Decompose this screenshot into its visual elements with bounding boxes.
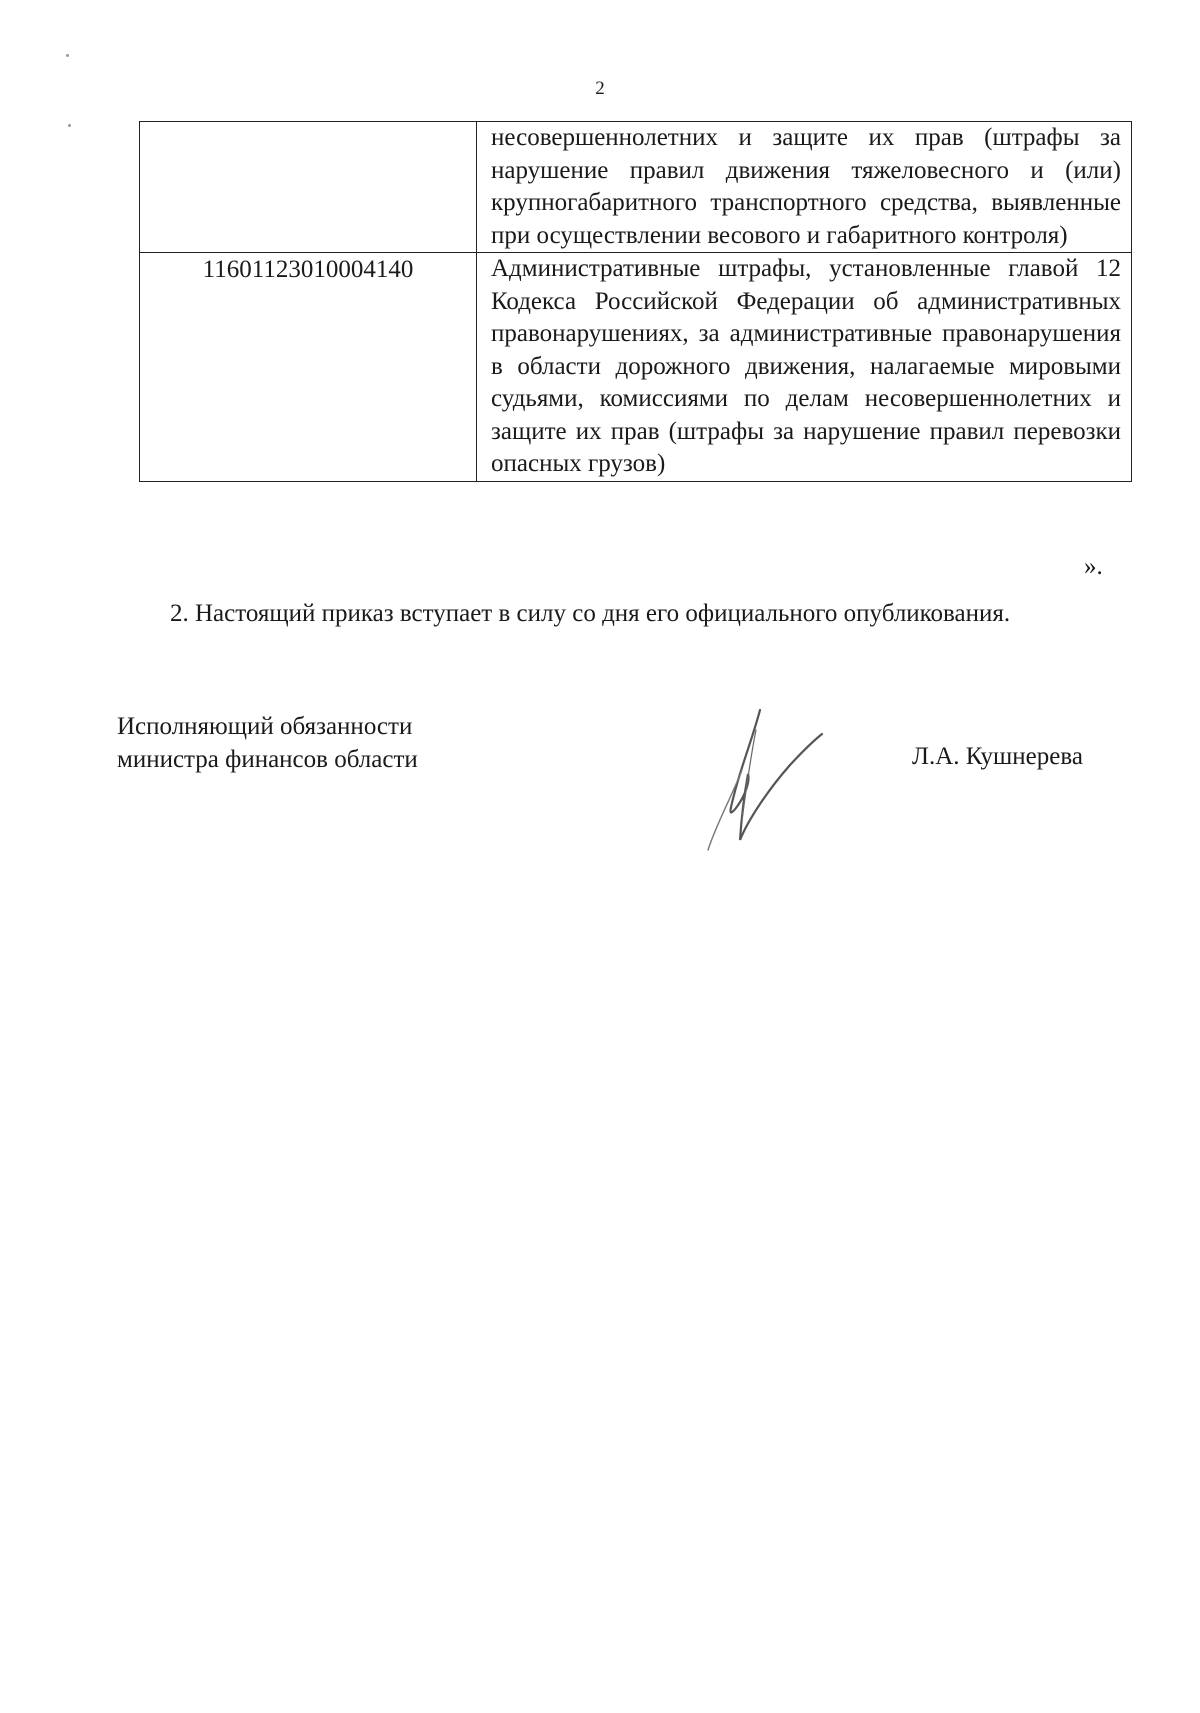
description-cell bbox=[477, 253, 1132, 482]
budget-codes-table bbox=[139, 121, 1132, 482]
table-row bbox=[140, 253, 1132, 482]
description-text: несовершеннолетних и защите их прав (штрафы за нарушение правил движения тяжеловесного и (или) крупногабаритного транспортного средства, выявленные при осуществлении весового и габаритного контроля) bbox=[491, 124, 1121, 249]
clause-2: 2. Настоящий приказ вступает в силу со дня его официального опубликования. bbox=[170, 600, 1011, 627]
code-value: 11601123010004140 bbox=[202, 256, 414, 283]
signer-title bbox=[117, 710, 418, 776]
description-text: Административные штрафы, установленные главой 12 Кодекса Российской Федерации об административных правонарушениях, за административные правонарушения в области дорожного движения, налагаемые мировыми судьями, комиссиями по делам несовершеннолетних и защите их прав (штрафы за нарушение правил перевозки опасных грузов) bbox=[491, 255, 1121, 477]
handwritten-signature bbox=[690, 700, 840, 860]
description-cell bbox=[477, 122, 1132, 253]
scan-speck bbox=[66, 54, 69, 57]
code-cell bbox=[140, 253, 477, 482]
signer-name: Л.А. Кушнерева bbox=[912, 743, 1083, 770]
code-value bbox=[140, 122, 476, 123]
signer-title-line-2: министра финансов области bbox=[117, 746, 418, 773]
page-number: 2 bbox=[595, 78, 605, 99]
code-cell bbox=[140, 122, 477, 253]
signer-title-line-1: Исполняющий обязанности bbox=[117, 713, 413, 740]
table-row bbox=[140, 122, 1132, 253]
closing-quote: ». bbox=[1084, 553, 1103, 580]
scan-speck bbox=[68, 124, 71, 127]
